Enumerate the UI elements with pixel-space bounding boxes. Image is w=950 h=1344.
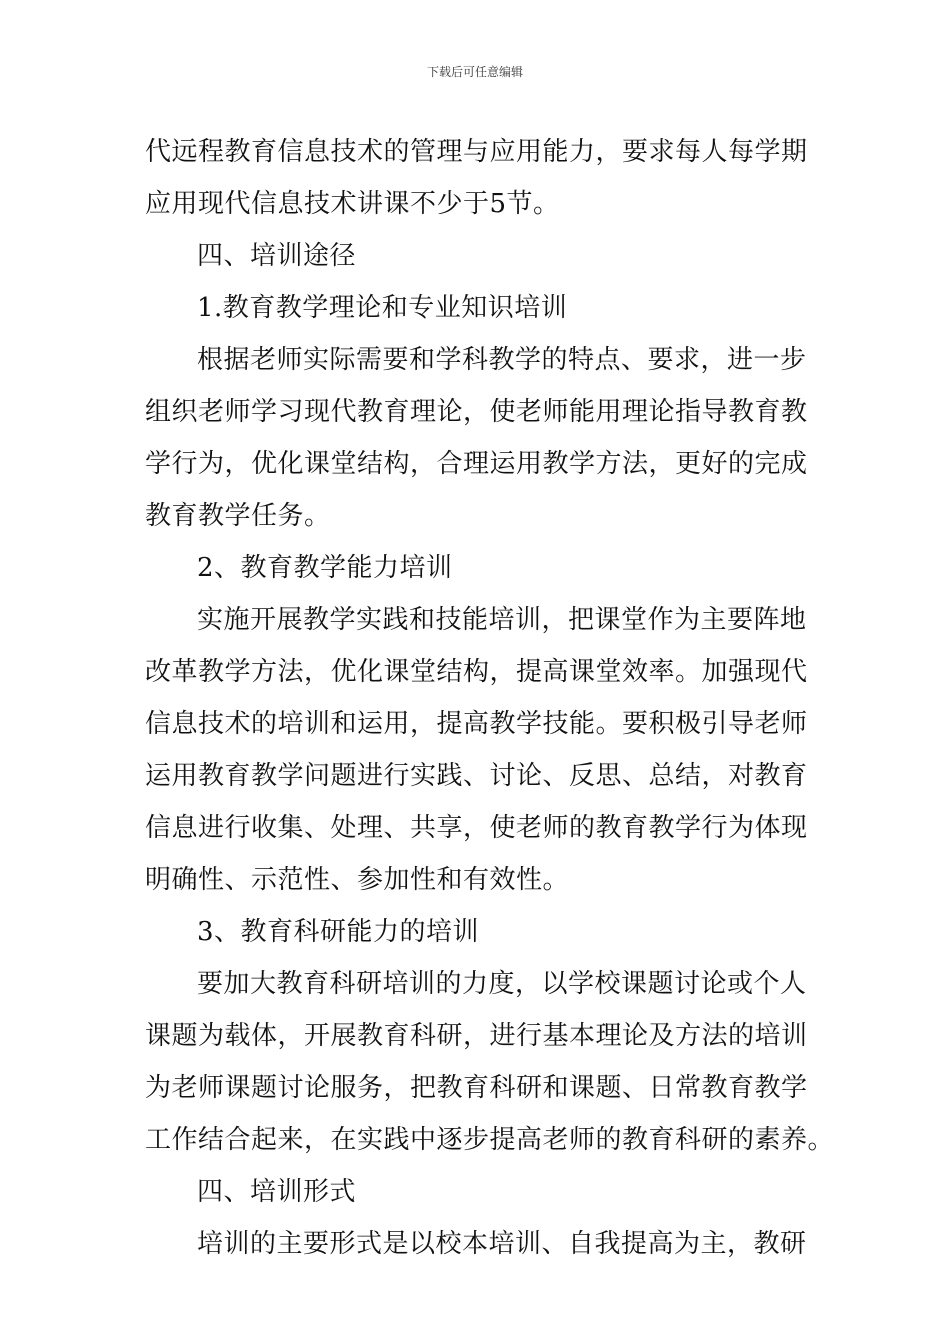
paragraph-line: 改革教学方法，优化课堂结构，提高课堂效率。加强现代 [145, 657, 808, 687]
subsection-heading: 2、教育教学能力培训 [197, 553, 453, 583]
section-heading: 四、培训途径 [197, 241, 357, 271]
paragraph-line: 实施开展教学实践和技能培训，把课堂作为主要阵地 [197, 605, 807, 635]
paragraph-line: 信息技术的培训和运用，提高教学技能。要积极引导老师 [145, 709, 808, 739]
paragraph-line: 工作结合起来，在实践中逐步提高老师的教育科研的素养。 [145, 1125, 835, 1155]
paragraph-line: 组织老师学习现代教育理论，使老师能用理论指导教育教 [145, 397, 808, 427]
paragraph-line: 信息进行收集、处理、共享，使老师的教育教学行为体现 [145, 813, 808, 843]
paragraph-line: 运用教育教学问题进行实践、讨论、反思、总结，对教育 [145, 761, 808, 791]
paragraph-line: 要加大教育科研培训的力度，以学校课题讨论或个人 [197, 969, 807, 999]
paragraph-line: 为老师课题讨论服务，把教育科研和课题、日常教育教学 [145, 1073, 808, 1103]
section-heading: 四、培训形式 [197, 1177, 357, 1207]
subsection-heading: 3、教育科研能力的培训 [197, 917, 480, 947]
paragraph-line: 学行为，优化课堂结构，合理运用教学方法，更好的完成 [145, 449, 808, 479]
paragraph-line: 课题为载体，开展教育科研，进行基本理论及方法的培训 [145, 1021, 808, 1051]
paragraph-line: 应用现代信息技术讲课不少于5节。 [145, 189, 560, 219]
paragraph-line: 代远程教育信息技术的管理与应用能力，要求每人每学期 [145, 137, 808, 167]
subsection-heading: 1.教育教学理论和专业知识培训 [197, 293, 568, 323]
page-header: 下载后可任意编辑 [426, 65, 523, 79]
paragraph-line: 教育教学任务。 [145, 501, 331, 531]
paragraph-line: 培训的主要形式是以校本培训、自我提高为主，教研 [197, 1229, 807, 1259]
paragraph-line: 根据老师实际需要和学科教学的特点、要求，进一步 [197, 345, 807, 375]
document-body [145, 126, 835, 1270]
paragraph-line: 明确性、示范性、参加性和有效性。 [145, 865, 570, 895]
